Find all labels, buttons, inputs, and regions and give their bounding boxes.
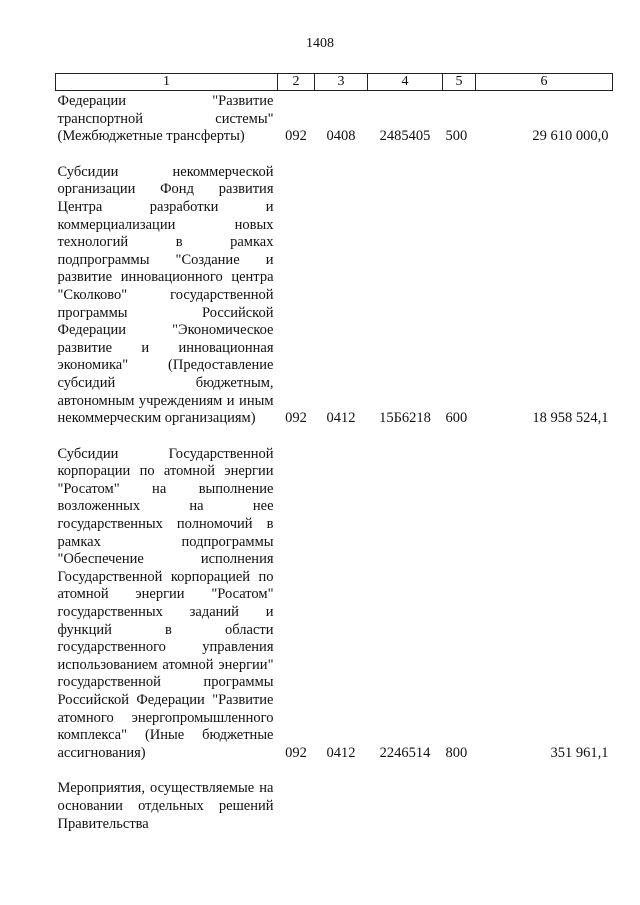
row-expense-type: 800 [445, 744, 468, 761]
column-header-4: 4 [368, 74, 443, 91]
row-description: Мероприятия, осуществляемые на основании отдельных решений Правительства [57, 780, 274, 832]
row-ministry-code [278, 762, 315, 833]
column-header-1: 1 [56, 74, 278, 91]
row-ministry-code: 092 [285, 128, 307, 145]
row-expense-type: 500 [445, 128, 468, 145]
row-expense-type [443, 762, 476, 833]
table-header-row [56, 74, 613, 91]
column-header-2: 2 [278, 74, 315, 91]
row-expense-type: 600 [445, 410, 468, 427]
row-target-article: 15Б6218 [379, 410, 431, 427]
row-ministry-code: 092 [285, 744, 307, 761]
page-number: 1408 [306, 36, 334, 51]
row-description: Федерации "Развитие транспортной системы" (Межбюджетные трансферты) [57, 93, 274, 145]
row-description: Субсидии некоммерческой организации Фонд развития Центра разработки и коммерциализации новых технологий в рамках подпрограммы "Создание и развитие инновационного центра "Сколково" государственной программы Российской Федерации "Экономическое развитие и инновационная экономика" (Предоставление субсидий бюджетным, автономным учреждениям и иным некоммерческим организациям) [57, 163, 274, 427]
row-section-code [315, 762, 368, 833]
table-row [56, 146, 613, 428]
row-section-code: 0412 [326, 744, 356, 761]
row-amount: 351 961,1 [550, 744, 609, 761]
table-row [56, 762, 613, 833]
column-header-3: 3 [315, 74, 368, 91]
table-row [56, 428, 613, 763]
budget-table [55, 73, 613, 833]
row-amount: 18 958 524,1 [532, 410, 609, 427]
row-section-code: 0412 [326, 410, 356, 427]
row-target-article: 2485405 [379, 128, 431, 145]
column-header-6: 6 [476, 74, 613, 91]
row-description: Субсидии Государственной корпорации по атомной энергии "Росатом" на выполнение возложенных на нее государственных полномочий в рамках подпрограммы "Обеспечение исполнения Государственной корпорацией по атомной энергии "Росатом" государственных заданий и функций в области государственного управления использованием атомной энергии" государственной программы Российской Федерации "Развитие атомного энергопромышленного комплекса" (Иные бюджетные ассигнования) [57, 445, 274, 761]
row-target-article [368, 762, 443, 833]
row-amount [476, 762, 613, 833]
table-row [56, 91, 613, 146]
row-amount: 29 610 000,0 [532, 128, 609, 145]
column-header-5: 5 [443, 74, 476, 91]
row-ministry-code: 092 [285, 410, 307, 427]
row-target-article: 2246514 [379, 744, 431, 761]
row-section-code: 0408 [326, 128, 356, 145]
